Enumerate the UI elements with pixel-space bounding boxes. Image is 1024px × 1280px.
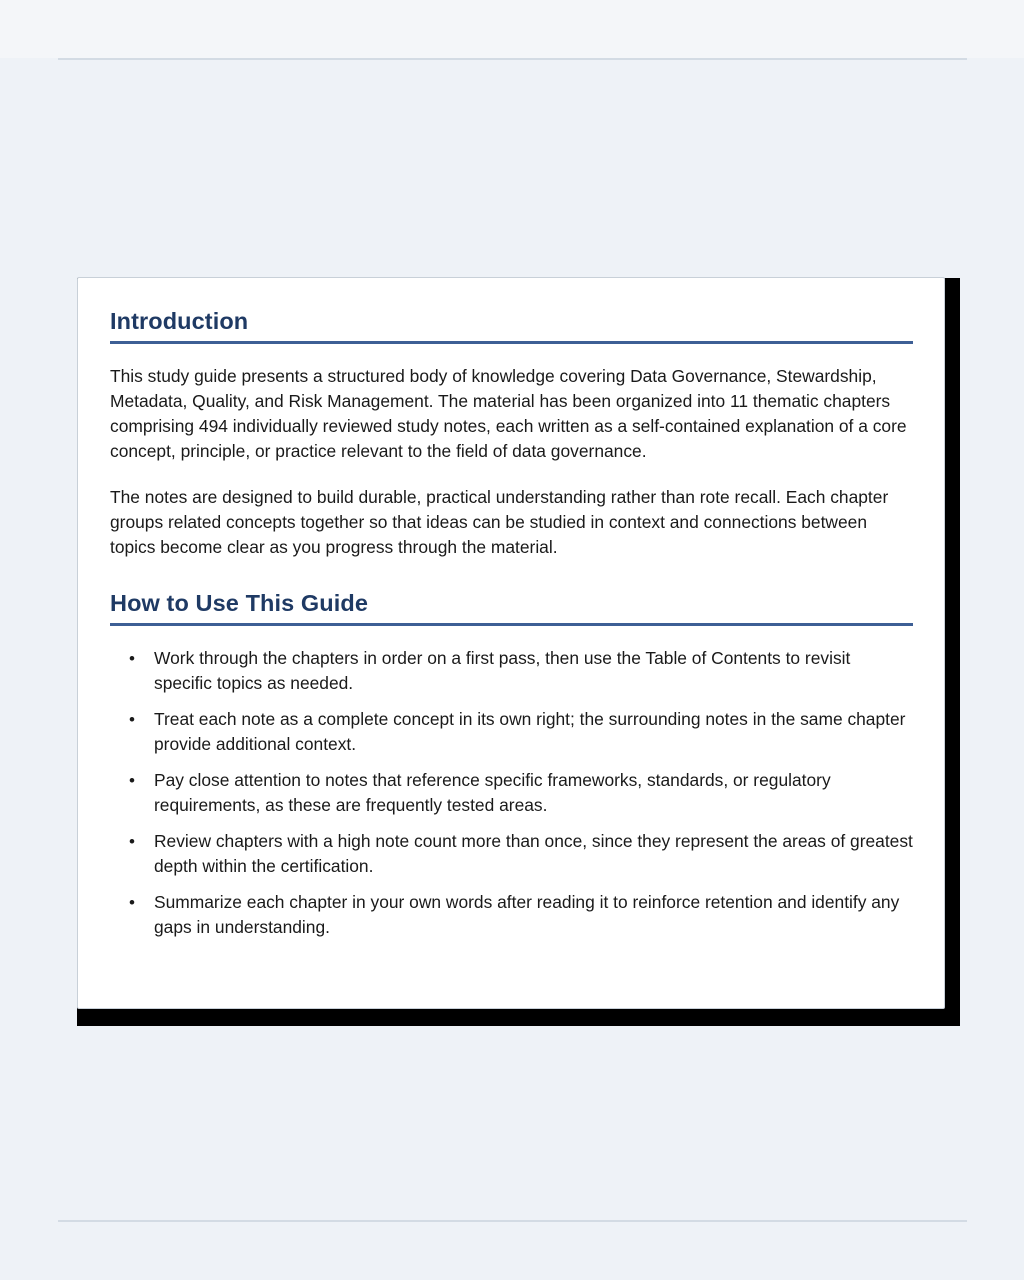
list-item-text: Work through the chapters in order on a first pass, then use the Table of Contents to revisit specific topics as needed. <box>154 648 851 693</box>
document-page <box>77 277 945 1009</box>
page-content <box>110 308 913 951</box>
bullet-icon: • <box>129 771 135 790</box>
list-item-text: Review chapters with a high note count more than once, since they represent the areas of greatest depth within the certification. <box>154 831 913 876</box>
list-item-text: Pay close attention to notes that reference specific frameworks, standards, or regulatory requirements, as these are frequently tested areas. <box>154 770 831 815</box>
bullet-icon: • <box>129 649 135 668</box>
list-item-text: Treat each note as a complete concept in its own right; the surrounding notes in the same chapter provide additional context. <box>154 709 906 754</box>
list-item <box>110 829 913 879</box>
usage-tips-list <box>110 646 913 940</box>
top-divider <box>58 58 967 60</box>
list-item <box>110 646 913 696</box>
intro-paragraph-2: The notes are designed to build durable, practical understanding rather than rote recall. Each chapter groups related concepts together so that ideas can be studied in context and connections between topics become clear as you progress through the material. <box>110 487 889 557</box>
bottom-divider <box>58 1220 967 1222</box>
how-to-use-heading: How to Use This Guide <box>110 590 913 626</box>
bullet-icon: • <box>129 832 135 851</box>
introduction-heading: Introduction <box>110 308 913 344</box>
bullet-icon: • <box>129 893 135 912</box>
list-item <box>110 890 913 940</box>
list-item <box>110 707 913 757</box>
list-item <box>110 768 913 818</box>
list-item-text: Summarize each chapter in your own words after reading it to reinforce retention and identify any gaps in understanding. <box>154 892 900 937</box>
bullet-icon: • <box>129 710 135 729</box>
viewer-top-strip <box>0 0 1024 58</box>
intro-paragraph-1: This study guide presents a structured body of knowledge covering Data Governance, Stewardship, Metadata, Quality, and Risk Management. The material has been organized into 11 thematic chapters comprising 494 individually reviewed study notes, each written as a self-contained explanation of a core concept, principle, or practice relevant to the field of data governance. <box>110 366 907 461</box>
